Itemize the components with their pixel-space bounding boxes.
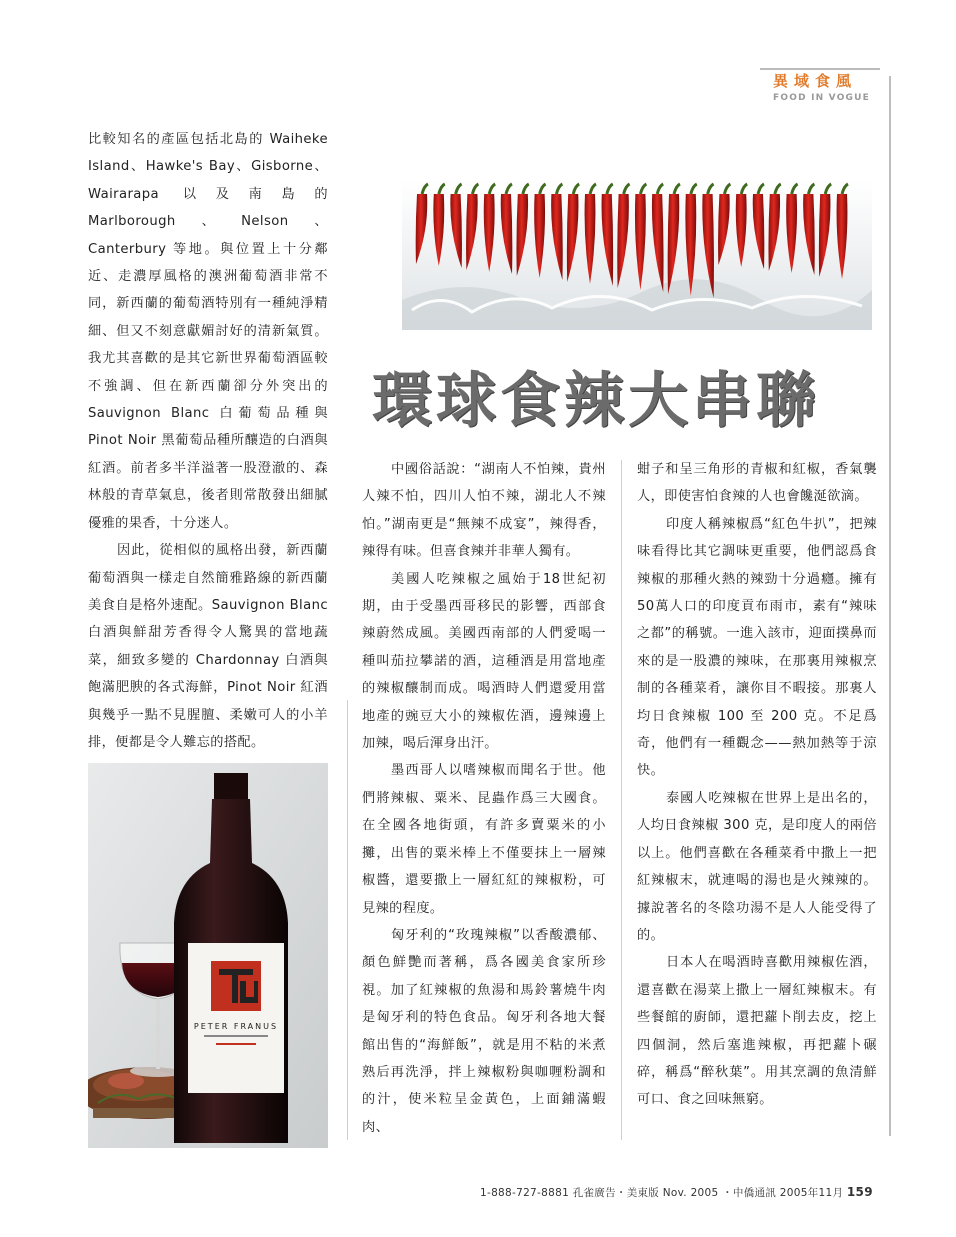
col1-paragraph-1: 比較知名的產區包括北島的 Waiheke Island、Hawke's Bay、Gisborne、Wairarapa 以及南島的 Marlborough、Nelson、Canterbury 等地。與位置上十分鄰近、走濃厚風格的澳洲葡萄酒非常不同，新西蘭的葡萄酒特別有一種純淨精細、但又不刻意獻媚討好的清新氣質。我尤其喜歡的是其它新世界葡萄酒區較不強調、但在新西蘭卻分外突出的 Sauvignon Blanc 白葡萄品種與 Pinot Noir 黑葡萄品種所釀造的白酒與紅酒。前者多半洋溢著一股澄澈的、森林般的青草氣息，後者則常散發出細膩優雅的果香，十分迷人。 xyxy=(88,132,328,531)
col1-paragraph-2: 因此，從相似的風格出發，新西蘭葡萄酒與一樣走自然簡雅路線的新西蘭美食自是格外速配。Sauvignon Blanc 白酒與鮮甜芳香得令人驚異的當地蔬菜，細致多變的 Chardonnay 白酒與飽滿肥腴的各式海鮮，Pinot Noir 紅酒與幾乎一點不見腥膻、柔嫩可人的小羊排，便都是令人難忘的搭配。 xyxy=(88,543,328,750)
col3-paragraph-2: 印度人稱辣椒爲“紅色牛扒”，把辣味看得比其它調味更重要，他們認爲食辣椒的那種火熱的辣勁十分過癮。擁有50萬人口的印度貢布雨市，素有“辣味之都”的稱號。一進入該市，迎面撲鼻而來的是一股濃的辣味，在那裏用辣椒烹制的各種菜肴，讓你目不暇接。那裏人均日食辣椒 100 至 200 克。不足爲奇，他們有一種觀念——熱加熱等于涼快。 xyxy=(637,516,877,779)
column-2 xyxy=(362,456,606,1141)
wine-bottle-photo xyxy=(88,763,328,1148)
col2-paragraph-4: 匈牙利的“玫瑰辣椒”以香酸濃郁、顏色鮮艷而著稱，爲各國美食家所珍視。加了紅辣椒的魚湯和馬鈴薯燒牛肉是匈牙利的特色食品。匈牙利各地大餐館出售的“海鮮飯”，就是用不粘的米煮熟后再洗淨，拌上辣椒粉與咖喱粉調和的汁，使米粒呈金黃色，上面鋪滿蝦肉、 xyxy=(362,927,606,1135)
article-title: 環球食辣大串聯 xyxy=(372,366,820,436)
page-number: 159 xyxy=(846,1185,873,1199)
column-3 xyxy=(637,456,877,1114)
col3-paragraph-4: 日本人在喝酒時喜歡用辣椒佐酒，還喜歡在湯菜上撒上一層紅辣椒末。有些餐館的廚師，還把蘿卜削去皮，挖上四個洞，然后塞進辣椒，再把蘿卜碾碎，稱爲“醉秋葉”。用其烹調的魚清鮮可口、食之回味無窮。 xyxy=(637,955,877,1108)
section-subtitle: FOOD IN VOGUE xyxy=(773,93,870,103)
column-1 xyxy=(88,126,328,756)
col2-paragraph-1: 中國俗話說：“湖南人不怕辣，貴州人辣不怕，四川人怕不辣，湖北人不辣怕。”湖南更是“無辣不成宴”，辣得香，辣得有味。但喜食辣并非華人獨有。 xyxy=(362,462,606,560)
col2-paragraph-3: 墨西哥人以嗜辣椒而聞名于世。他們將辣椒、粟米、昆蟲作爲三大國食。在全國各地街頭，有許多賣粟米的小攤，出售的粟米棒上不僅要抹上一層辣椒醬，還要撒上一層紅紅的辣椒粉，可見辣的程度。 xyxy=(362,763,606,916)
column-divider-2 xyxy=(621,460,622,1140)
page-footer xyxy=(480,1185,873,1200)
col2-paragraph-2: 美國人吃辣椒之風始于18世紀初期，由于受墨西哥移民的影響，西部食辣蔚然成風。美國西南部的人們愛喝一種叫茄拉攀諾的酒，這種酒是用當地產的辣椒釀制而成。喝酒時人們還愛用當地產的豌豆大小的辣椒佐酒，邊辣邊上加辣，喝后渾身出汗。 xyxy=(362,571,606,752)
chili-peppers-image xyxy=(402,180,872,330)
column-divider-1 xyxy=(347,700,348,1140)
right-vertical-rule xyxy=(889,76,891,1136)
col3-paragraph-3: 泰國人吃辣椒在世界上是出名的，人均日食辣椒 300 克，是印度人的兩倍以上。他們喜歡在各種菜肴中撒上一把紅辣椒末，就連喝的湯也是火辣辣的。據說著名的冬陰功湯不是人人能受得了的。 xyxy=(637,790,877,943)
section-title: 異域食風 xyxy=(773,72,858,90)
footer-text: 1-888-727-8881 孔雀廣告・美東版 Nov. 2005 ・中僑通訊 2005年11月 xyxy=(480,1187,844,1199)
section-header xyxy=(773,70,870,103)
wine-brand-text: PETER FRANUS xyxy=(193,1022,279,1031)
col3-paragraph-1: 蚶子和呈三角形的青椒和紅椒，香氣襲人，即使害怕食辣的人也會饞涎欲滴。 xyxy=(637,462,877,505)
